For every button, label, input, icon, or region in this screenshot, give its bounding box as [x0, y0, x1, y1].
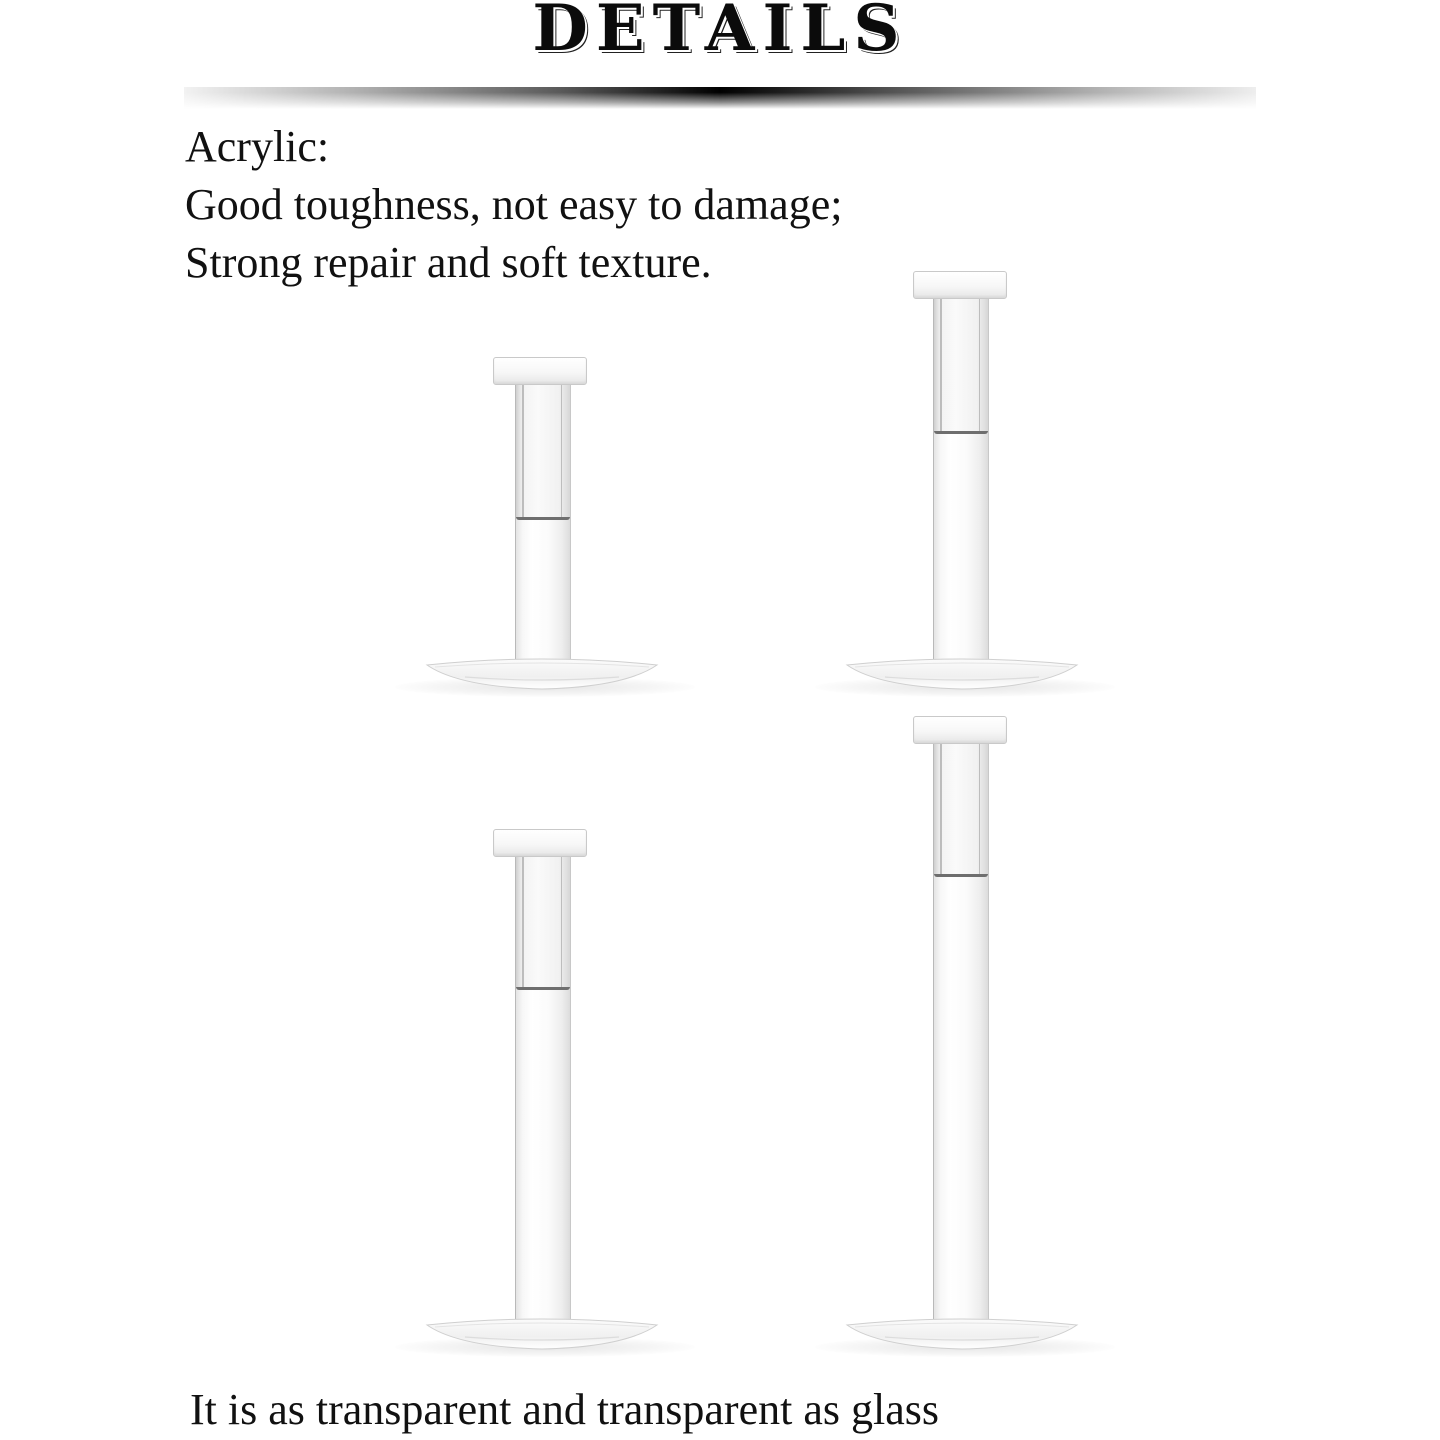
stud-sleeve: [934, 297, 988, 434]
stud-top-cap: [493, 357, 587, 385]
material-description: [185, 118, 842, 292]
description-line-2: Strong repair and soft texture.: [185, 238, 712, 287]
stud-top-cap: [913, 716, 1007, 744]
stud-disc-base: [845, 653, 1079, 691]
page-title: DETAILS: [532, 0, 908, 66]
labret-stud-icon: [840, 712, 1090, 1377]
stud-post: [515, 383, 571, 663]
labret-stud-icon: [840, 265, 1090, 715]
material-label: Acrylic:: [185, 122, 330, 171]
stud-sleeve: [934, 742, 988, 877]
stud-disc-base: [425, 1313, 659, 1351]
labret-stud-icon: [420, 355, 670, 715]
stud-post: [515, 855, 571, 1323]
stud-disc-base: [845, 1313, 1079, 1351]
stud-post: [933, 297, 989, 665]
stud-sleeve: [516, 855, 570, 990]
stud-sleeve: [516, 383, 570, 520]
stud-top-cap: [913, 271, 1007, 299]
stud-post: [933, 742, 989, 1324]
stud-disc-base: [425, 653, 659, 691]
gradient-divider: [184, 87, 1256, 109]
description-line-1: Good toughness, not easy to damage;: [185, 180, 843, 229]
stud-top-cap: [493, 829, 587, 857]
labret-stud-icon: [420, 825, 670, 1375]
footer-caption: It is as transparent and transparent as glass: [190, 1385, 939, 1434]
